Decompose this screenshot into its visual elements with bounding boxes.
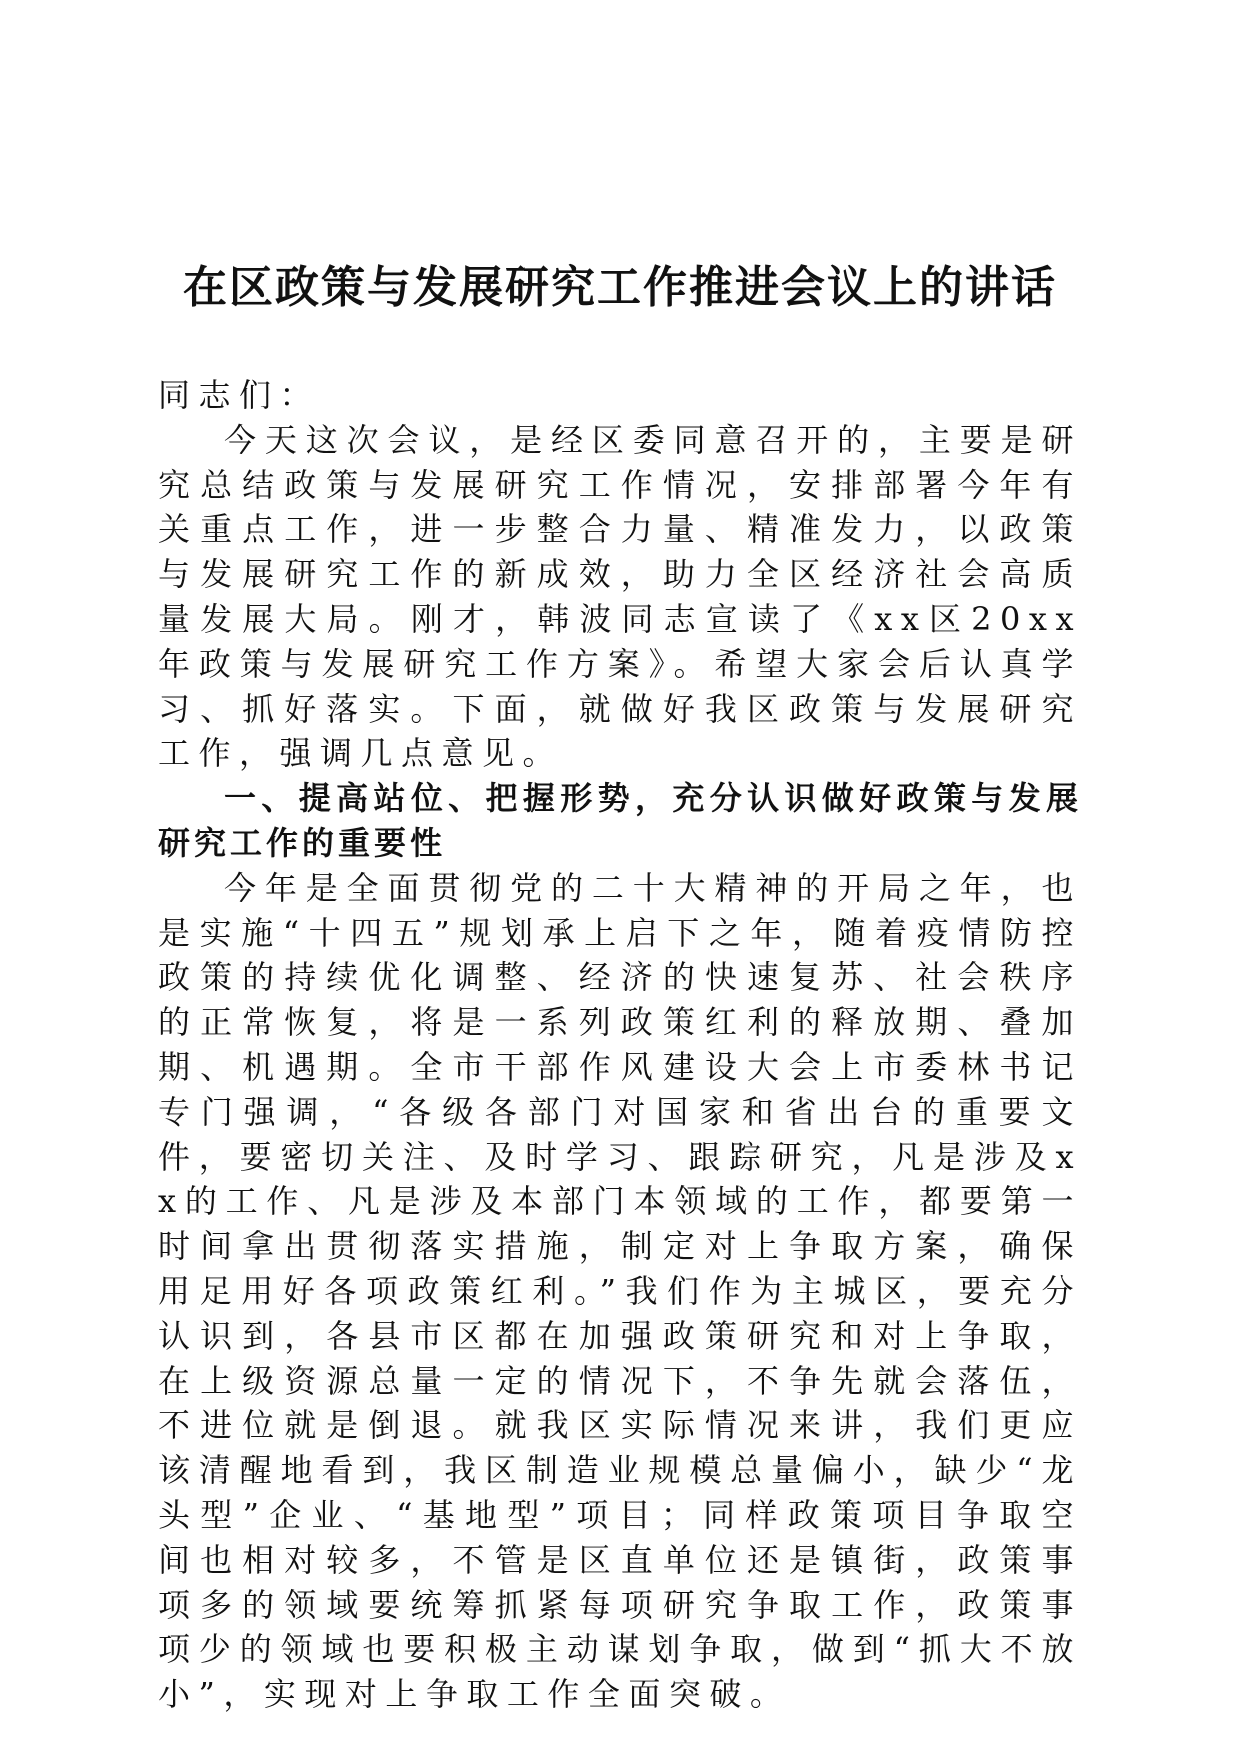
document-title: 在区政策与发展研究工作推进会议上的讲话 xyxy=(183,262,1057,313)
section-heading-1: 一、提高站位、把握形势，充分认识做好政策与发展研究工作的重要性 xyxy=(158,779,1082,862)
paragraph-opening: 今天这次会议，是经区委同意召开的，主要是研究总结政策与发展研究工作情况，安排部署今年有关重点工作，进一步整合力量、精准发力，以政策与发展研究工作的新成效，助力全区经济社会高质量发展大局。刚才，韩波同志宣读了《xx区20xx年政策与发展研究工作方案》。希望大家会后认真学习、抓好落实。下面，就做好我区政策与发展研究工作，强调几点意见。 xyxy=(158,420,1082,773)
document-body xyxy=(158,373,1082,1717)
salutation: 同志们： xyxy=(158,376,321,414)
paragraph-section-1: 今年是全面贯彻党的二十大精神的开局之年，也是实施“十四五”规划承上启下之年，随着疫情防控政策的持续优化调整、经济的快速复苏、社会秩序的正常恢复，将是一系列政策红利的释放期、叠加期、机遇期。全市干部作风建设大会上市委林书记专门强调，“各级各部门对国家和省出台的重要文件，要密切关注、及时学习、跟踪研究，凡是涉及xx的工作、凡是涉及本部门本领域的工作，都要第一时间拿出贯彻落实措施，制定对上争取方案，确保用足用好各项政策红利。”我们作为主城区，要充分认识到，各县市区都在加强政策研究和对上争取，在上级资源总量一定的情况下，不争先就会落伍，不进位就是倒退。就我区实际情况来讲，我们更应该清醒地看到，我区制造业规模总量偏小，缺少“龙头型”企业、“基地型”项目；同样政策项目争取空间也相对较多，不管是区直单位还是镇街，政策事项多的领域要统筹抓紧每项研究争取工作，政策事项少的领域也要积极主动谋划争取，做到“抓大不放小”，实现对上争取工作全面突破。 xyxy=(158,868,1082,1714)
